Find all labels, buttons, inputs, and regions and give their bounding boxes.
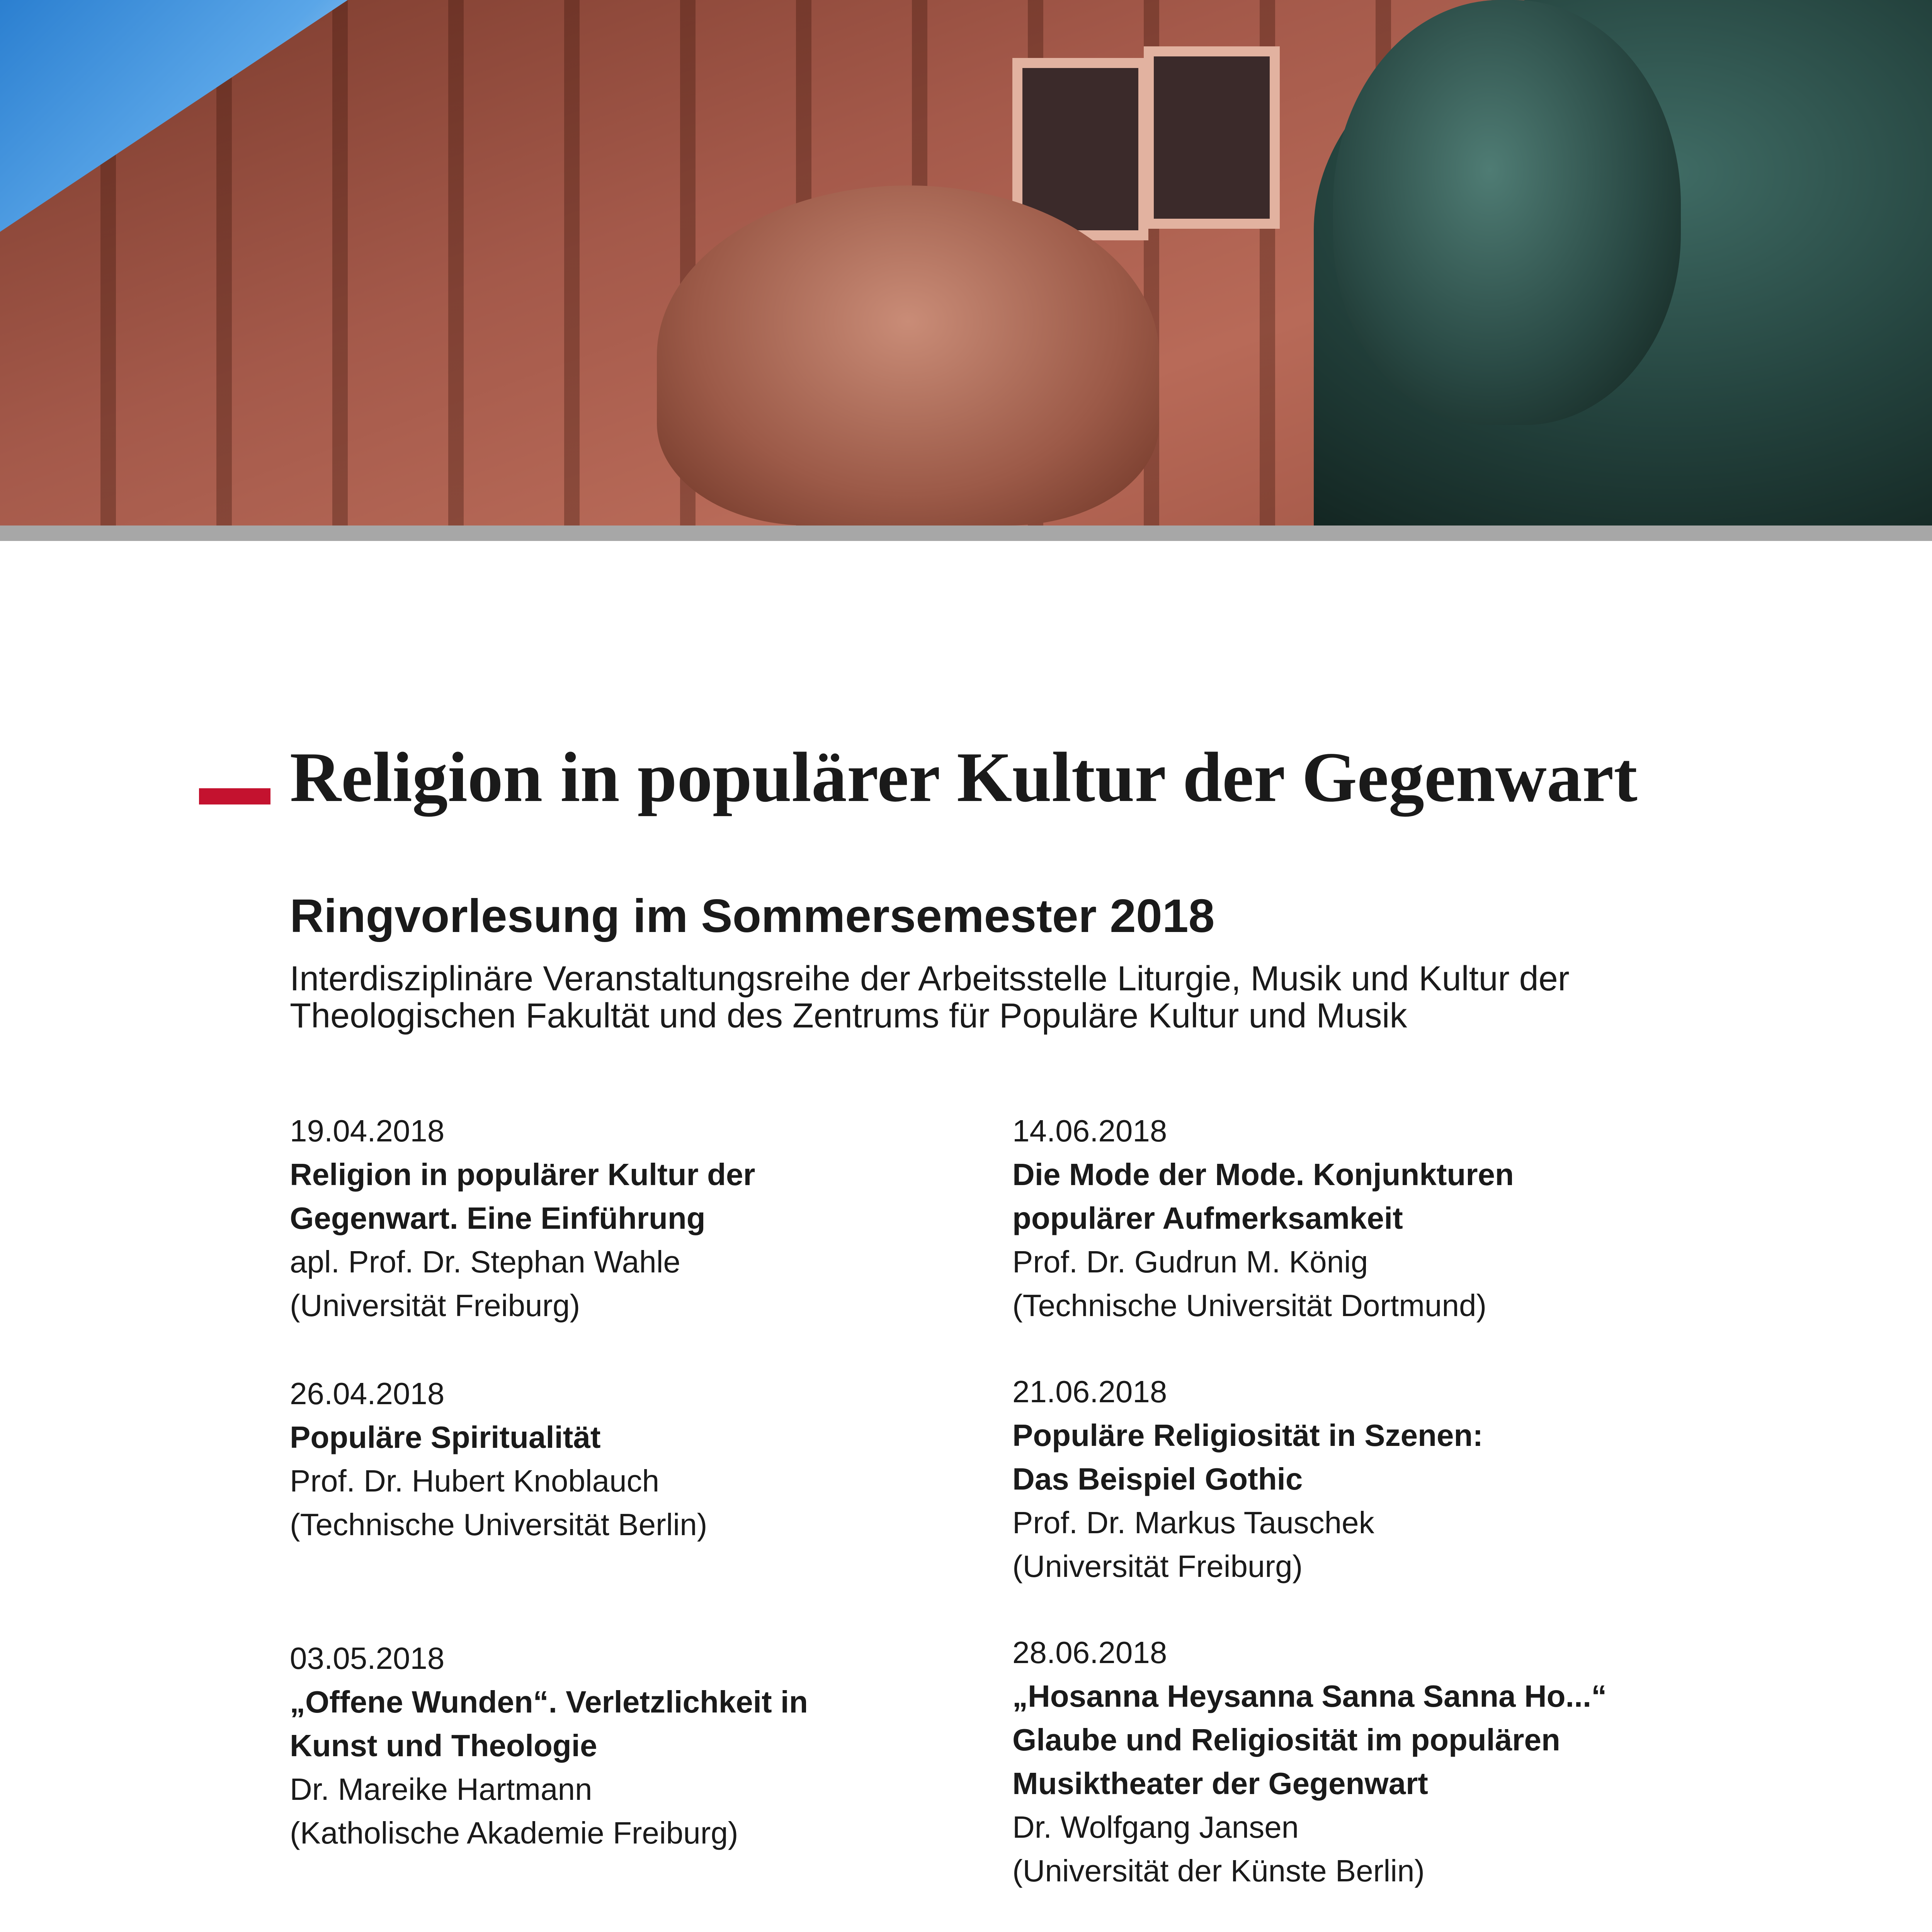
lecture-item [290,1372,707,1546]
lecture-affiliation: (Universität Freiburg) [1012,1549,1303,1583]
lecture-date: 14.06.2018 [1012,1114,1167,1148]
lecture-date: 19.04.2018 [290,1114,445,1148]
header-photo [0,0,1932,526]
intro-text [290,960,1570,1034]
lecture-item [290,1109,755,1327]
lecture-item [290,1636,808,1855]
lecture-title: Kunst und Theologie [290,1728,597,1763]
lecture-affiliation: (Technische Universität Dortmund) [1012,1288,1487,1323]
lecture-speaker: Prof. Dr. Hubert Knoblauch [290,1464,660,1498]
lecture-title: Musiktheater der Gegenwart [1012,1766,1428,1801]
lecture-title: Religion in populärer Kultur der [290,1157,755,1192]
lecture-speaker: Prof. Dr. Markus Tauschek [1012,1505,1374,1540]
lecture-date: 26.04.2018 [290,1376,445,1411]
lecture-speaker: apl. Prof. Dr. Stephan Wahle [290,1245,680,1279]
page-title: Religion in populärer Kultur der Gegenwart [290,738,1638,816]
lecture-item [1012,1370,1483,1588]
lecture-speaker: Prof. Dr. Gudrun M. König [1012,1245,1368,1279]
intro-line: Interdisziplinäre Veranstaltungsreihe der Arbeitsstelle Liturgie, Musik und Kultur der [290,959,1570,998]
page-subtitle: Ringvorlesung im Sommersemester 2018 [290,889,1215,942]
lecture-date: 21.06.2018 [1012,1374,1167,1409]
lecture-title: Glaube und Religiosität im populären [1012,1723,1560,1757]
lecture-affiliation: (Katholische Akademie Freiburg) [290,1816,738,1850]
lecture-title: „Hosanna Heysanna Sanna Sanna Ho...“ [1012,1679,1607,1713]
lecture-affiliation: (Technische Universität Berlin) [290,1507,707,1542]
title-accent-mark [199,788,270,804]
lecture-date: 03.05.2018 [290,1641,445,1675]
lecture-title: Populäre Religiosität in Szenen: [1012,1418,1483,1452]
lecture-title: Populäre Spiritualität [290,1420,601,1454]
header-divider [0,526,1932,541]
lecture-item [1012,1631,1607,1893]
lecture-title: Das Beispiel Gothic [1012,1462,1303,1496]
lecture-item [1012,1109,1514,1327]
lecture-title: Gegenwart. Eine Einführung [290,1201,706,1235]
lecture-title: „Offene Wunden“. Verletzlichkeit in [290,1685,808,1719]
lecture-date: 28.06.2018 [1012,1635,1167,1670]
stone-crest [657,185,1159,526]
lecture-affiliation: (Universität Freiburg) [290,1288,580,1323]
lecture-speaker: Dr. Wolfgang Jansen [1012,1810,1299,1844]
lecture-affiliation: (Universität der Künste Berlin) [1012,1854,1425,1888]
lecture-speaker: Dr. Mareike Hartmann [290,1772,592,1806]
statue-head [1333,0,1681,425]
intro-line: Theologischen Fakultät und des Zentrums für Populäre Kultur und Musik [290,997,1407,1035]
lecture-title: populärer Aufmerksamkeit [1012,1201,1403,1235]
lecture-title: Die Mode der Mode. Konjunkturen [1012,1157,1514,1192]
window [1144,46,1280,229]
